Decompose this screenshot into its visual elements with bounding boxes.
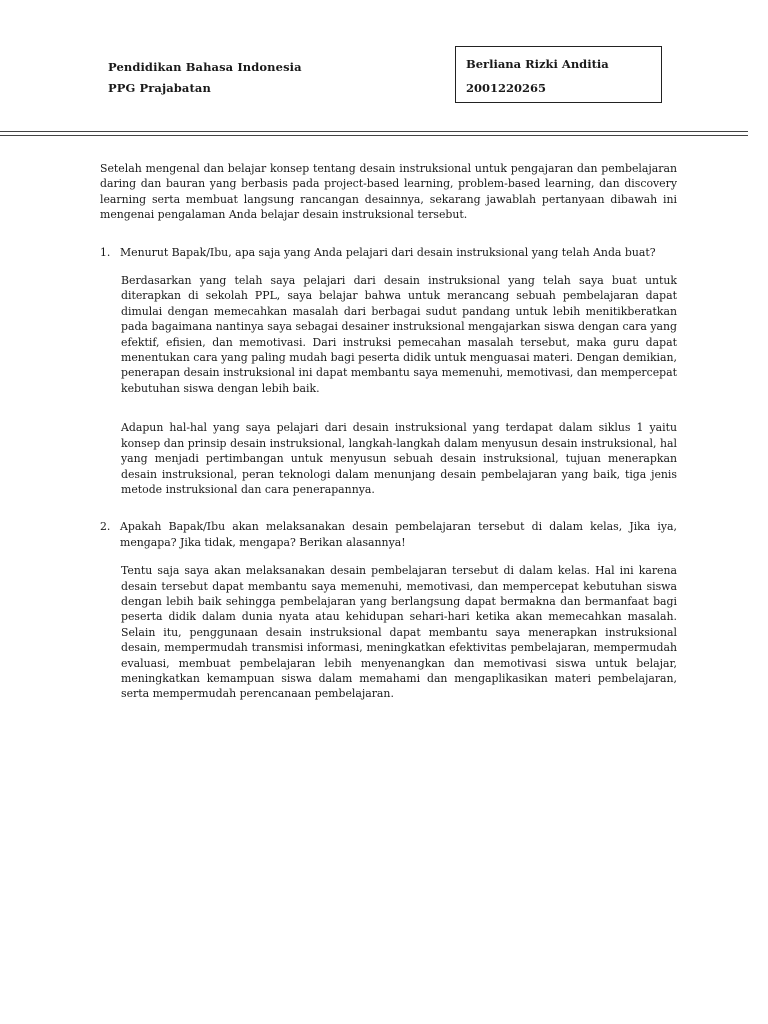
question-number: 2.: [100, 520, 111, 534]
program-name: Pendidikan Bahasa Indonesia: [108, 60, 302, 74]
header-divider-bottom: [0, 135, 748, 136]
question-number: 1.: [100, 245, 111, 259]
student-number: 2001220265: [466, 81, 547, 95]
question-item: [100, 519, 677, 550]
cohort-name: PPG Prajabatan: [108, 81, 211, 95]
answer-paragraph: Tentu saja saya akan melaksanakan desain pembelajaran tersebut di dalam kelas. Hal ini karena desain tersebut dapat membantu saya memenuhi, memotivasi, dan mempercepat kebutuhan siswa dengan lebih baik sehingga pembelajaran yang berlangsung dapat bermakna dan bermanfaat bagi peserta didik dalam dunia nyata atau kehidupan sehari-hari ketika akan memecahkan masalah. Selain itu, penggunaan desain instruksional dapat membantu saya menerapkan instruksional desain, mempermudah transmisi informasi, meningkatkan efektivitas pembelajaran, mempermudah evaluasi, membuat pembelajaran lebih menyenangkan dan memotivasi siswa untuk belajar, meningkatkan kemampuan siswa dalam memahami dan mengaplikasikan materi pembelajaran, serta mempermudah perencanaan pembelajaran.: [121, 564, 677, 701]
question-item: [100, 245, 677, 260]
student-name: Berliana Rizki Anditia: [466, 57, 609, 71]
answer-paragraph: Adapun hal-hal yang saya pelajari dari desain instruksional yang terdapat dalam siklus 1 yaitu konsep dan prinsip desain instruksional, langkah-langkah dalam menyusun desain instruksional, hal yang menjadi pertimbangan untuk menyusun sebuah desain instruksional, tujuan menerapkan desain instruksional, peran teknologi dalam menunjang desain pembelajaran yang baik, tiga jenis metode instruksional dan cara penerapannya.: [121, 421, 677, 496]
header-divider-top: [0, 131, 748, 132]
intro-paragraph: Setelah mengenal dan belajar konsep tentang desain instruksional untuk pengajaran dan pembelajaran daring dan bauran yang berbasis pada project-based learning, problem-based learning, dan discovery learning serta membuat langsung rancangan desainnya, sekarang jawablah pertanyaan dibawah ini mengenai pengalaman Anda belajar desain instruksional tersebut.: [100, 162, 677, 222]
question-text: Apakah Bapak/Ibu akan melaksanakan desain pembelajaran tersebut di dalam kelas, Jika iya, mengapa? Jika tidak, mengapa? Berikan alasannya!: [120, 520, 677, 549]
document-header: [108, 57, 302, 99]
question-text: Menurut Bapak/Ibu, apa saja yang Anda pelajari dari desain instruksional yang telah Anda buat?: [120, 245, 656, 259]
student-id-box: [455, 46, 662, 103]
answer-paragraph: Berdasarkan yang telah saya pelajari dari desain instruksional yang telah saya buat untuk diterapkan di sekolah PPL, saya belajar bahwa untuk merancang sebuah pembelajaran dapat dimulai dengan memecahkan masalah dari berbagai sudut pandang untuk lebih menitikberatkan pada bagaimana nantinya saya sebagai desainer instruksional mengajarkan siswa dengan cara yang efektif, efisien, dan memotivasi. Dari instruksi pemecahan masalah tersebut, maka guru dapat menentukan cara yang paling mudah bagi peserta didik untuk menguasai materi. Dengan demikian, penerapan desain instruksional ini dapat membantu saya memenuhi, memotivasi, dan mempercepat kebutuhan siswa dengan lebih baik.: [121, 274, 677, 395]
document-body: [100, 161, 677, 702]
